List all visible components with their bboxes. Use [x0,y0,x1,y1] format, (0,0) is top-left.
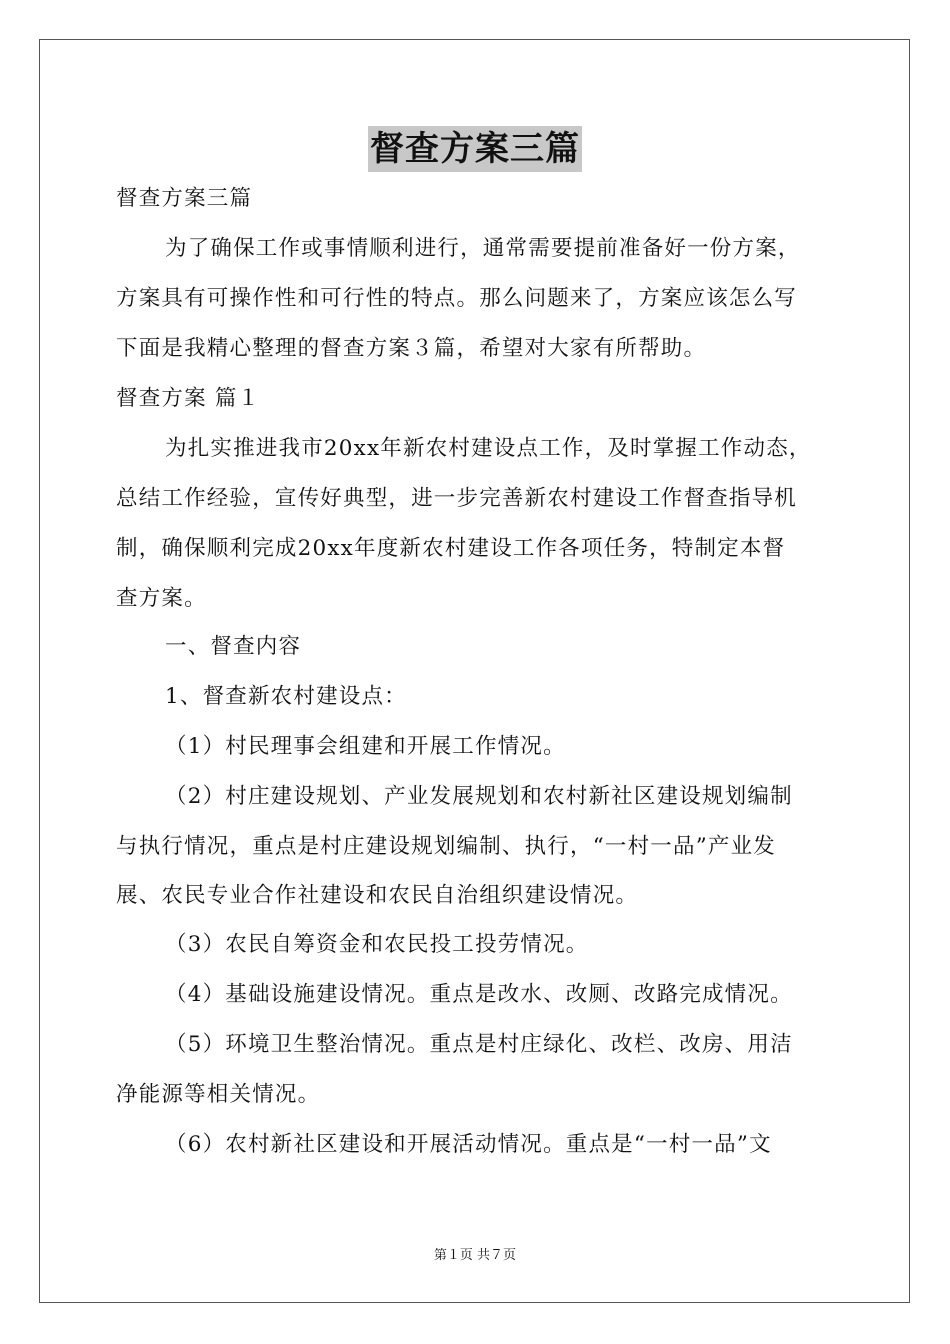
list-item: （3）农民自筹资金和农民投工投劳情况。 [165,932,589,957]
paragraph-line: 总结工作经验，宣传好典型，进一步完善新农村建设工作督查指导机 [116,486,798,511]
list-item: （6）农村新社区建设和开展活动情况。重点是“一村一品”文 [165,1132,772,1157]
paragraph-line: 查方案。 [116,586,207,611]
title-wrap [0,126,950,172]
list-heading: 一、督查内容 [165,634,302,659]
paragraph-line: 与执行情况，重点是村庄建设规划编制、执行，“一村一品”产业发 [116,834,776,859]
paragraph-line: 制，确保顺利完成20xx年度新农村建设工作各项任务，特制定本督 [116,536,786,561]
page-border [39,39,910,1303]
paragraph-line: 为扎实推进我市20xx年新农村建设点工作，及时掌握工作动态， [165,436,812,461]
paragraph-line: 下面是我精心整理的督查方案３篇，希望对大家有所帮助。 [116,336,707,361]
document-title: 督查方案三篇 [368,126,582,172]
list-item: （1）村民理事会组建和开展工作情况。 [165,734,566,759]
paragraph-line: 展、农民专业合作社建设和农民自治组织建设情况。 [116,883,639,908]
page-number-footer: 第１页 共７页 [433,1248,517,1263]
subtitle-line: 督查方案三篇 [116,186,253,211]
paragraph-line: 方案具有可操作性和可行性的特点。那么问题来了，方案应该怎么写 [116,286,798,311]
list-item: （2）村庄建设规划、产业发展规划和农村新社区建设规划编制 [165,784,793,809]
list-item: （5）环境卫生整治情况。重点是村庄绿化、改栏、改房、用洁 [165,1032,793,1057]
list-heading: 1、督查新农村建设点： [165,684,407,709]
list-item: （4）基础设施建设情况。重点是改水、改厕、改路完成情况。 [165,982,793,1007]
paragraph-line: 净能源等相关情况。 [116,1082,321,1107]
paragraph-line: 为了确保工作或事情顺利进行，通常需要提前准备好一份方案， [165,236,801,261]
section-heading: 督查方案 篇１ [116,386,261,411]
